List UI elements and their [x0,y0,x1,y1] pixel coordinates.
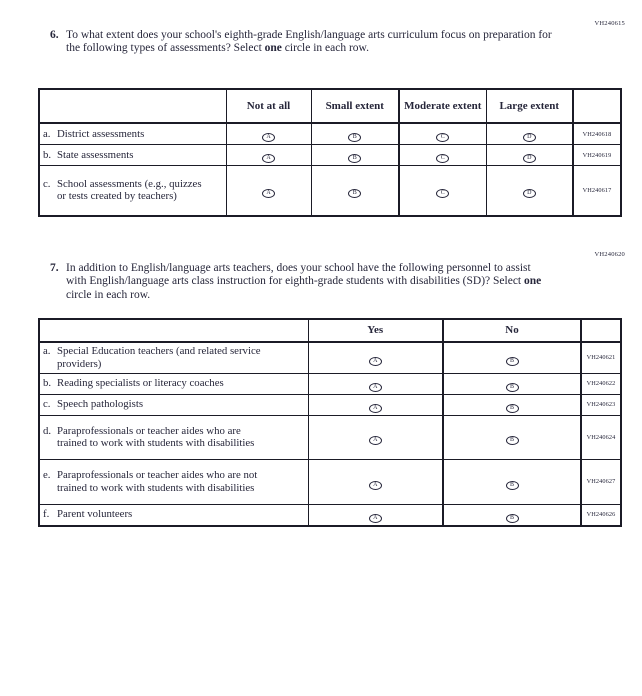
q7e-yes-circle[interactable]: A [369,481,382,490]
q7f-no-circle[interactable]: B [506,514,519,523]
q7-header-no: No [443,319,581,342]
q7f-yes-circle[interactable]: A [369,514,382,523]
question-6-number: 6. [50,29,59,41]
q7b-yes-circle[interactable]: A [369,383,382,392]
q7-header-row [39,319,621,342]
table-row [39,145,621,166]
q6c-moderate-extent-circle[interactable]: C [436,189,449,198]
q6-text-bold: one [264,42,282,55]
q7f-cell-yes [308,504,443,526]
q6c-cell-large-extent [486,166,573,216]
q6-header-large-extent: Large extent [486,89,573,123]
table-row [39,123,621,145]
row-label: Parent volunteers [57,508,133,521]
q7d-no-circle[interactable]: B [506,436,519,445]
row-letter: e. [43,469,51,482]
q6b-not-at-all-circle[interactable]: A [262,154,275,163]
q6a-moderate-extent-circle[interactable]: C [436,133,449,142]
q6a-small-extent-circle[interactable]: B [348,133,361,142]
q6b-small-extent-circle[interactable]: B [348,154,361,163]
table-row [39,342,621,373]
q7-ref-code: VH240620 [594,251,625,258]
q6b-ref-code: VH240619 [573,145,621,166]
q6-header-not-at-all: Not at all [226,89,311,123]
row-label: Speech pathologists [57,398,144,411]
q7f-cell-no [443,504,581,526]
q6b-cell-small-extent [311,145,399,166]
q7d-cell-no [443,415,581,459]
q7-table [38,318,622,527]
q6c-large-extent-circle[interactable]: D [523,189,536,198]
row-label: Special Education teachers (and related service providers) [57,345,261,370]
q6-header-moderate-extent: Moderate extent [399,89,486,123]
q6b-large-extent-circle[interactable]: D [523,154,536,163]
q7-text-pre: In addition to English/language arts teachers, does your school have the following personnel to assist with English/language arts class instruction for eighth-grade students with disabilities (SD)? Select [66,262,531,288]
q6a-large-extent-circle[interactable]: D [523,133,536,142]
question-7 [50,262,552,302]
table-row [39,415,621,459]
q6b-cell-not-at-all [226,145,311,166]
q7f-ref-code: VH240626 [581,504,621,526]
q7b-no-circle[interactable]: B [506,383,519,392]
q6c-cell-small-extent [311,166,399,216]
q7-header-code-empty [581,319,621,342]
q7e-ref-code: VH240627 [581,459,621,504]
q6-header-small-extent: Small extent [311,89,399,123]
q7a-cell-yes [308,342,443,373]
q7c-no-circle[interactable]: B [506,404,519,413]
row-letter: d. [43,424,52,437]
q6-header-row [39,89,621,123]
q7d-ref-code: VH240624 [581,415,621,459]
table-row [39,394,621,415]
q6a-not-at-all-circle[interactable]: A [262,133,275,142]
q7e-cell-yes [308,459,443,504]
q6-text-post: circle in each row. [281,42,369,55]
q6-ref-code: VH240615 [594,20,625,27]
question-6-text [66,29,566,56]
q6c-ref-code: VH240617 [573,166,621,216]
row-letter: a. [43,345,51,358]
table-row [39,166,621,216]
q7b-cell-no [443,373,581,394]
q6c-small-extent-circle[interactable]: B [348,189,361,198]
row-letter: a. [43,127,51,140]
row-label: Paraprofessionals or teacher aides who are trained to work with students with disabilities [57,424,255,449]
q6b-moderate-extent-circle[interactable]: C [436,154,449,163]
q7a-yes-circle[interactable]: A [369,357,382,366]
q7a-ref-code: VH240621 [581,342,621,373]
row-label: Reading specialists or literacy coaches [57,377,224,390]
q7e-no-circle[interactable]: B [506,481,519,490]
question-7-number: 7. [50,262,59,274]
row-label: Paraprofessionals or teacher aides who are not trained to work with students with disabilities [57,469,258,494]
row-letter: b. [43,148,52,161]
row-label: State assessments [57,148,134,161]
q6b-cell-large-extent [486,145,573,166]
q7c-cell-yes [308,394,443,415]
q7-header-yes: Yes [308,319,443,342]
q6c-cell-moderate-extent [399,166,486,216]
row-letter: b. [43,377,52,390]
q7c-yes-circle[interactable]: A [369,404,382,413]
q6c-cell-not-at-all [226,166,311,216]
q7a-cell-no [443,342,581,373]
table-row [39,504,621,526]
q6-table [38,88,622,217]
q6a-cell-moderate-extent [399,123,486,145]
q7a-no-circle[interactable]: B [506,357,519,366]
row-label: School assessments (e.g., quizzes or tests created by teachers) [57,177,202,203]
question-7-text [66,262,552,302]
q6-header-empty [39,89,226,123]
q6-header-code-empty [573,89,621,123]
q7d-yes-circle[interactable]: A [369,436,382,445]
q7e-cell-no [443,459,581,504]
q6c-not-at-all-circle[interactable]: A [262,189,275,198]
q6-text-pre: To what extent does your school's eighth-grade English/language arts curriculum focus on preparation for the following types of assessments? Select [66,29,552,55]
q7-text-post: circle in each row. [66,288,151,301]
q6b-cell-moderate-extent [399,145,486,166]
q6a-cell-not-at-all [226,123,311,145]
q7d-cell-yes [308,415,443,459]
row-letter: c. [43,177,51,190]
row-letter: c. [43,398,51,411]
q7b-cell-yes [308,373,443,394]
q7b-ref-code: VH240622 [581,373,621,394]
q7-text-bold: one [524,275,542,288]
table-row [39,373,621,394]
q7c-ref-code: VH240623 [581,394,621,415]
table-row [39,459,621,504]
q7c-cell-no [443,394,581,415]
row-letter: f. [43,508,50,521]
q6a-ref-code: VH240618 [573,123,621,145]
q6a-cell-small-extent [311,123,399,145]
q6a-cell-large-extent [486,123,573,145]
q7-header-empty [39,319,308,342]
row-label: District assessments [57,127,145,140]
question-6 [50,29,566,56]
